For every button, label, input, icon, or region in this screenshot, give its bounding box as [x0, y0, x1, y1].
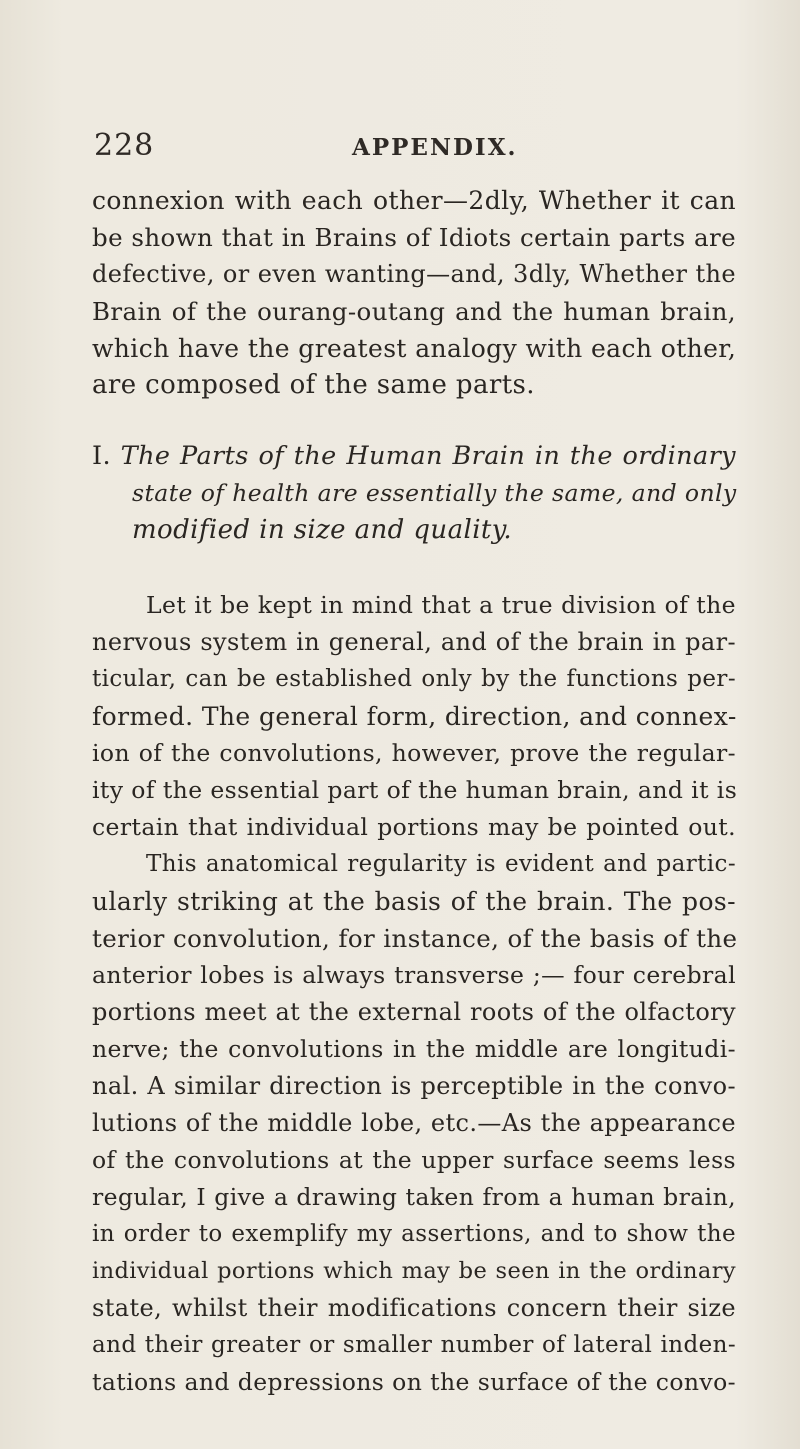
text-line: be shown that in Brains of Idiots certain parts are: [92, 223, 736, 252]
text-line: nervous system in general, and of the brain in par-: [92, 628, 736, 656]
text-line: portions meet at the external roots of the olfactory: [92, 998, 736, 1026]
text-line: defective, or even wanting—and, 3dly, Whether the: [92, 260, 736, 288]
text-line: ity of the essential part of the human brain, and it is: [92, 776, 738, 804]
text-line: state, whilst their modifications concern their size: [92, 1294, 736, 1322]
text-line: nal. A similar direction is perceptible in the convo-: [92, 1072, 736, 1100]
text-line: ularly striking at the basis of the brain. The pos-: [92, 887, 736, 916]
page-body: [92, 182, 736, 1401]
text-line: terior convolution, for instance, of the basis of the: [92, 924, 738, 953]
text-line: ion of the convolutions, however, prove the regular-: [92, 739, 736, 767]
text-line: formed. The general form, direction, and connex-: [92, 702, 737, 731]
text-line: regular, I give a drawing taken from a human brain,: [92, 1183, 736, 1211]
text-line: of the convolutions at the upper surface seems less: [92, 1146, 736, 1174]
text-line: connexion with each other—2dly, Whether it can: [92, 186, 736, 215]
text-line: Brain of the ourang-outang and the human brain,: [92, 297, 736, 326]
text-line: anterior lobes is always transverse ;— four cerebral: [92, 961, 736, 989]
text-line: which have the greatest analogy with each other,: [92, 334, 737, 363]
text-line: and their greater or smaller number of lateral inden-: [92, 1332, 736, 1358]
text-line: are composed of the same parts.: [92, 370, 535, 400]
paragraph: [92, 587, 736, 1401]
text-line: ticular, can be established only by the functions per-: [92, 666, 736, 692]
page-header: [94, 128, 734, 168]
text-line: nerve; the convolutions in the middle are longitudi-: [92, 1035, 736, 1063]
text-line: in order to exemplify my assertions, and to show the: [92, 1221, 736, 1247]
section-heading-line: modified in size and quality.: [132, 515, 513, 545]
page-number: 228: [94, 128, 155, 163]
running-head: APPENDIX.: [352, 134, 518, 161]
text-line: individual portions which may be seen in the ordinary: [92, 1258, 736, 1284]
text-line: This anatomical regularity is evident and partic-: [146, 851, 736, 877]
section-heading: [92, 438, 736, 549]
section-heading-line: state of health are essentially the same, and only: [132, 479, 737, 507]
text-line: tations and depressions on the surface of the convo-: [92, 1368, 736, 1396]
section-heading-text: The Parts of the Human Brain in the ordinary: [120, 441, 736, 471]
text-line: lutions of the middle lobe, etc.—As the appearance: [92, 1109, 736, 1137]
text-line: Let it be kept in mind that a true division of the: [146, 591, 736, 619]
section-numeral: I.: [92, 441, 111, 471]
section-heading-line: [92, 438, 736, 475]
text-line: certain that individual portions may be pointed out.: [92, 813, 736, 841]
opening-text: [92, 182, 736, 404]
